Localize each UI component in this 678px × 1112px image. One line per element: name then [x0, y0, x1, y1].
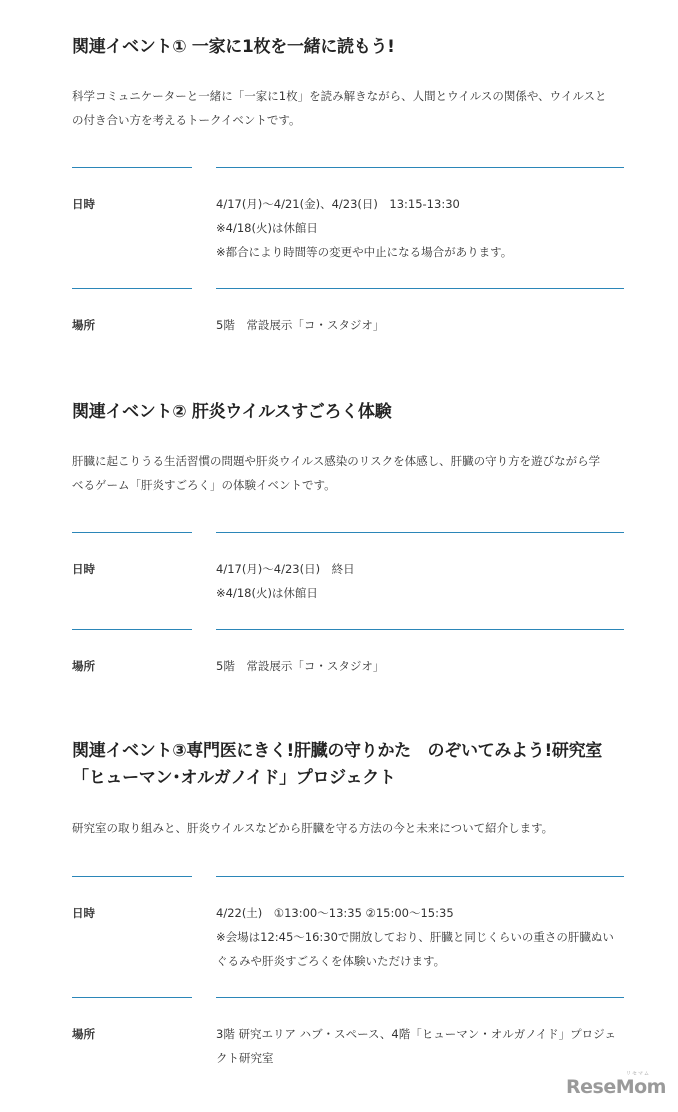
row-label: 場所: [72, 659, 95, 673]
event-title: [72, 738, 602, 792]
watermark-ruby: リセマム: [626, 1071, 650, 1077]
value-line: ※4/18(火)は休館日: [216, 221, 318, 235]
event-title-line: 関連イベント① 一家に1枚を一緒に読もう!: [72, 37, 395, 57]
value-line: 4/17(月)〜4/23(日) 終日: [216, 562, 355, 576]
row-label: 日時: [72, 562, 95, 576]
info-row-datetime: [72, 167, 624, 264]
description-line: 肝臓に起こりうる生活習慣の問題や肝炎ウイルス感染のリスクを体感し、肝臓の守り方を遊びながら学: [72, 454, 601, 468]
row-label: 場所: [72, 318, 95, 332]
event-section-3: [72, 738, 624, 1068]
divider: [216, 997, 624, 998]
value-line: 5階 常設展示「コ・スタジオ」: [216, 659, 385, 673]
description-line: べるゲーム「肝炎すごろく」の体験イベントです。: [72, 478, 336, 492]
row-label: 日時: [72, 906, 95, 920]
event-section-1: [72, 34, 624, 389]
value-line: 4/17(月)〜4/21(金)、4/23(日) 13:15-13:30: [216, 197, 460, 211]
description-line: 科学コミュニケーターと一緒に「一家に1枚」を読み解きながら、人間とウイルスの関係や、ウイルスと: [72, 89, 607, 103]
row-value: [216, 1022, 624, 1070]
value-line: ぐるみや肝炎すごろくを体験いただけます。: [216, 954, 446, 968]
info-row-datetime: [72, 876, 624, 973]
divider: [216, 876, 624, 877]
row-value: [216, 901, 624, 973]
divider: [72, 876, 192, 877]
divider: [72, 288, 192, 289]
value-line: 4/22(土) ①13:00〜13:35 ②15:00〜15:35: [216, 906, 454, 920]
row-label: 場所: [72, 1027, 95, 1041]
watermark-text: ReseMom: [566, 1076, 666, 1098]
info-row-location: [72, 997, 624, 1070]
value-line: ※会場は12:45〜16:30で開放しており、肝臓と同じくらいの重さの肝臓ぬい: [216, 930, 614, 944]
description-line: の付き合い方を考えるトークイベントです。: [72, 113, 301, 127]
value-line: 5階 常設展示「コ・スタジオ」: [216, 318, 385, 332]
event-title-line: 関連イベント③専門医にきく!肝臓の守りかた のぞいてみよう!研究室: [72, 741, 602, 761]
event-title: [72, 34, 395, 61]
divider: [216, 629, 624, 630]
info-row-location: [72, 288, 624, 337]
divider: [216, 288, 624, 289]
row-value: [216, 654, 624, 678]
value-line: 3階 研究エリア ハブ・スペース、4階「ヒューマン・オルガノイド」プロジェ: [216, 1027, 616, 1041]
info-row-location: [72, 629, 624, 678]
event-title-line: 関連イベント② 肝炎ウイルスすごろく体験: [72, 402, 392, 422]
resemom-watermark-logo: [566, 1072, 666, 1102]
row-label: 日時: [72, 197, 95, 211]
row-value: [216, 313, 624, 337]
row-value: [216, 192, 624, 264]
divider: [72, 997, 192, 998]
article-content: [72, 34, 624, 1065]
event-title-line: 「ヒューマン･オルガノイド」プロジェクト: [72, 768, 396, 788]
event-description: [72, 449, 600, 497]
event-description: [72, 816, 553, 840]
event-title: [72, 399, 391, 426]
divider: [72, 532, 192, 533]
value-line: クト研究室: [216, 1051, 274, 1065]
value-line: ※4/18(火)は休館日: [216, 586, 318, 600]
divider: [72, 167, 192, 168]
event-section-2: [72, 399, 624, 719]
info-row-datetime: [72, 532, 624, 605]
divider: [216, 167, 624, 168]
divider: [72, 629, 192, 630]
divider: [216, 532, 624, 533]
event-description: [72, 84, 606, 132]
row-value: [216, 557, 624, 605]
description-line: 研究室の取り組みと、肝炎ウイルスなどから肝臓を守る方法の今と未来について紹介します。: [72, 821, 554, 835]
value-line: ※都合により時間等の変更や中止になる場合があります。: [216, 245, 513, 259]
